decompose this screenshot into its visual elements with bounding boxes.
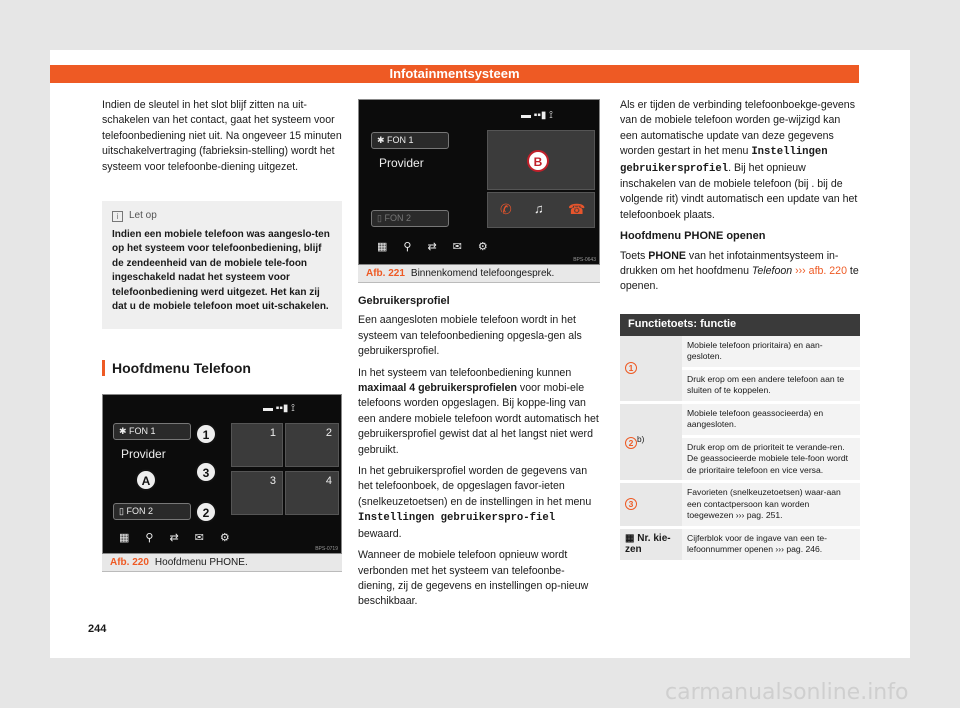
key-badge: 1 — [625, 362, 637, 374]
table-row — [620, 527, 860, 561]
tile-label: 1 — [269, 427, 276, 439]
key-cell — [620, 402, 682, 482]
tile-label: 4 — [325, 475, 332, 487]
bold-text: maximaal 4 gebruikersprofielen — [358, 382, 517, 395]
paragraph — [358, 366, 600, 458]
section-header: Infotainmentsysteem — [50, 65, 859, 83]
figure-221-screen — [358, 99, 600, 265]
keypad-icon: ▦ — [625, 532, 638, 544]
value-cell: Mobiele telefoon prioritaira) en aan-gesloten. — [682, 336, 860, 369]
provider-label: Provider — [379, 156, 424, 170]
caption-text: Hoofdmenu PHONE. — [154, 557, 248, 568]
note-box — [102, 201, 342, 329]
bottom-menu-icons[interactable]: ▦⚲⇄✉⚙ — [119, 532, 246, 544]
paragraph — [620, 249, 860, 295]
page-number: 244 — [88, 623, 107, 635]
callout-a: A — [135, 469, 157, 491]
callout-3: 3 — [195, 461, 217, 483]
column-3 — [620, 98, 860, 301]
fon2-label: FON 2 — [384, 213, 411, 223]
paragraph — [358, 464, 600, 542]
figure-220-caption — [102, 554, 342, 572]
value-cell: Druk erop om de prioriteit te verande-ren. De geassocieerde mobiele tele-foon wordt de prioritaire telefoon en vice versa. — [682, 436, 860, 482]
favorite-tile-2[interactable] — [285, 423, 339, 467]
value-cell: Druk erop om een andere telefoon aan te sluiten of te koppelen. — [682, 368, 860, 402]
menu-name: Instellingen gebruikersprofiel — [620, 146, 828, 175]
key-cell — [620, 527, 682, 561]
text: Toets — [620, 249, 649, 262]
fon2-button[interactable]: ▯ FON 2 — [113, 503, 191, 520]
favorite-tile-1[interactable] — [231, 423, 283, 467]
table-row — [620, 336, 860, 369]
value-cell: Cijferblok voor de ingave van een te-lefoonnummer openen ››› pag. 246. — [682, 527, 860, 561]
favorite-tile-3[interactable] — [231, 471, 283, 515]
text: bewaard. — [358, 527, 402, 540]
mute-ringtone-icon[interactable]: ♫ — [534, 201, 544, 216]
callout-2: 2 — [195, 501, 217, 523]
menu-name: Instellingen gebruikerspro-fiel — [358, 512, 556, 525]
key-badge: 3 — [625, 498, 637, 510]
footnote-ref: b) — [637, 433, 645, 444]
callout-1: 1 — [195, 423, 217, 445]
fon1-label: FON 1 — [387, 135, 414, 145]
call-action-bar — [487, 192, 595, 228]
figure-code: BPS-0719 — [315, 546, 338, 552]
note-text: Indien een mobiele telefoon was aangeslo-ten op het systeem voor telefoonbediening, blijf de zendeenheid van de mobiele tele-foon ingeschakeld nadat het systeem voor telefoonbediening werd uitgezet. Het kan zij dat u de mobiele telefoon moet uit-schakelen. — [112, 228, 330, 312]
figure-220-screen — [102, 394, 342, 554]
fon1-button[interactable]: ✱ FON 1 — [113, 423, 191, 440]
figure-number: Afb. 220 — [110, 557, 149, 568]
key-cell — [620, 482, 682, 528]
menu-italic: Telefoon — [751, 265, 793, 278]
watermark: carmanualsonline.info — [665, 680, 909, 705]
text: voor mobi-ele telefoons worden opgeslagen. Bij koppe-ling van een andere mobiele telefoon wordt automatisch het gebruikersprofiel gewist dat al het langst niet werd gebruikt. — [358, 382, 599, 456]
text: Als er tijden de verbinding telefoonboekge-gevens van de mobiele telefoon worden ge-wijzigd kan een automatische update van deze gegevens worden gestart in het menu — [620, 99, 855, 158]
fon1-label: FON 1 — [129, 426, 156, 436]
key-label: Nr. kie-zen — [625, 532, 671, 555]
paragraph: Een aangesloten mobiele telefoon wordt in het systeem van telefoonbediening opgesla-gen als gebruikersprofiel. — [358, 314, 582, 358]
info-icon: i — [112, 211, 123, 222]
section-heading: Hoofdmenu Telefoon — [102, 360, 342, 376]
phone-key: PHONE — [648, 249, 686, 262]
subheading: Hoofdmenu PHONE openen — [620, 230, 766, 243]
favorite-tile-4[interactable] — [285, 471, 339, 515]
subheading: Gebruikersprofiel — [358, 295, 450, 307]
paragraph: Indien de sleutel in het slot blijf zitten na uit-schakelen van het contact, gaat het systeem voor telefoonbediening niet uit. Na ongeveer 15 minuten uitschakelvertraging (fabrieksin-stelling) wordt het systeem voor telefoonbe-diening uitgezet. — [102, 99, 342, 173]
value-cell: Mobiele telefoon geassocieerda) en aangesloten. — [682, 402, 860, 436]
status-icons: ▬ ▪▪▮ ⟟ — [263, 403, 295, 414]
key-cell — [620, 336, 682, 403]
accept-call-icon[interactable]: ✆ — [500, 201, 512, 217]
column-2 — [358, 294, 600, 616]
function-table — [620, 314, 860, 563]
text: In het systeem van telefoonbediening kunnen — [358, 366, 572, 379]
tile-label: 2 — [325, 427, 332, 439]
figure-link[interactable]: afb. 220 — [808, 265, 847, 278]
fon1-button[interactable]: ✱ FON 1 — [371, 132, 449, 149]
value-cell: Favorieten (snelkeuzetoetsen) waar-aan een contactpersoon kan worden toegewezen ››› pag. 251. — [682, 482, 860, 528]
reject-call-icon[interactable]: ☎ — [568, 201, 586, 217]
text: van het infotainmentsysteem in-drukken om het hoofdmenu — [620, 249, 839, 278]
figure-221-caption — [358, 265, 600, 283]
table-row — [620, 482, 860, 528]
table-title: Functietoets: functie — [620, 314, 860, 336]
paragraph: Wanneer de mobiele telefoon opnieuw wordt verbonden met het systeem van telefoonbe-diening, zij de gegevens en instellingen op-nieuw beschikbaar. — [358, 549, 589, 608]
key-badge: 2 — [625, 437, 637, 449]
caption-text: Binnenkomend telefoongesprek. — [410, 268, 555, 279]
text: te openen. — [620, 265, 859, 293]
callout-b: B — [527, 150, 549, 172]
provider-label: Provider — [121, 447, 166, 461]
tile-label: 3 — [269, 475, 276, 487]
status-icons: ▬ ▪▪▮ ⟟ — [521, 110, 553, 121]
text: . Bij het opnieuw inschakelen van de mobiele telefoon (bij . bij de volgende rit) vindt automatisch een update van het telefoonboek plaats. — [620, 161, 858, 221]
figure-number: Afb. 221 — [366, 268, 405, 279]
bottom-menu-icons[interactable]: ▦⚲⇄✉⚙ — [377, 241, 504, 253]
figure-code: BPS-0643 — [573, 257, 596, 263]
column-1 — [102, 98, 342, 181]
arrow-ref: ››› — [792, 265, 809, 278]
text: In het gebruikersprofiel worden de gegevens van het telefoonboek, de opgeslagen favor-ieten (snelkeuzetoetsen) en de instellingen in het menu — [358, 465, 592, 508]
note-title — [112, 209, 332, 224]
table-row — [620, 402, 860, 436]
paragraph — [620, 98, 860, 223]
note-title-text: Let op — [129, 210, 157, 221]
fon2-label: FON 2 — [126, 506, 153, 516]
fon2-button[interactable]: ▯ FON 2 — [371, 210, 449, 227]
